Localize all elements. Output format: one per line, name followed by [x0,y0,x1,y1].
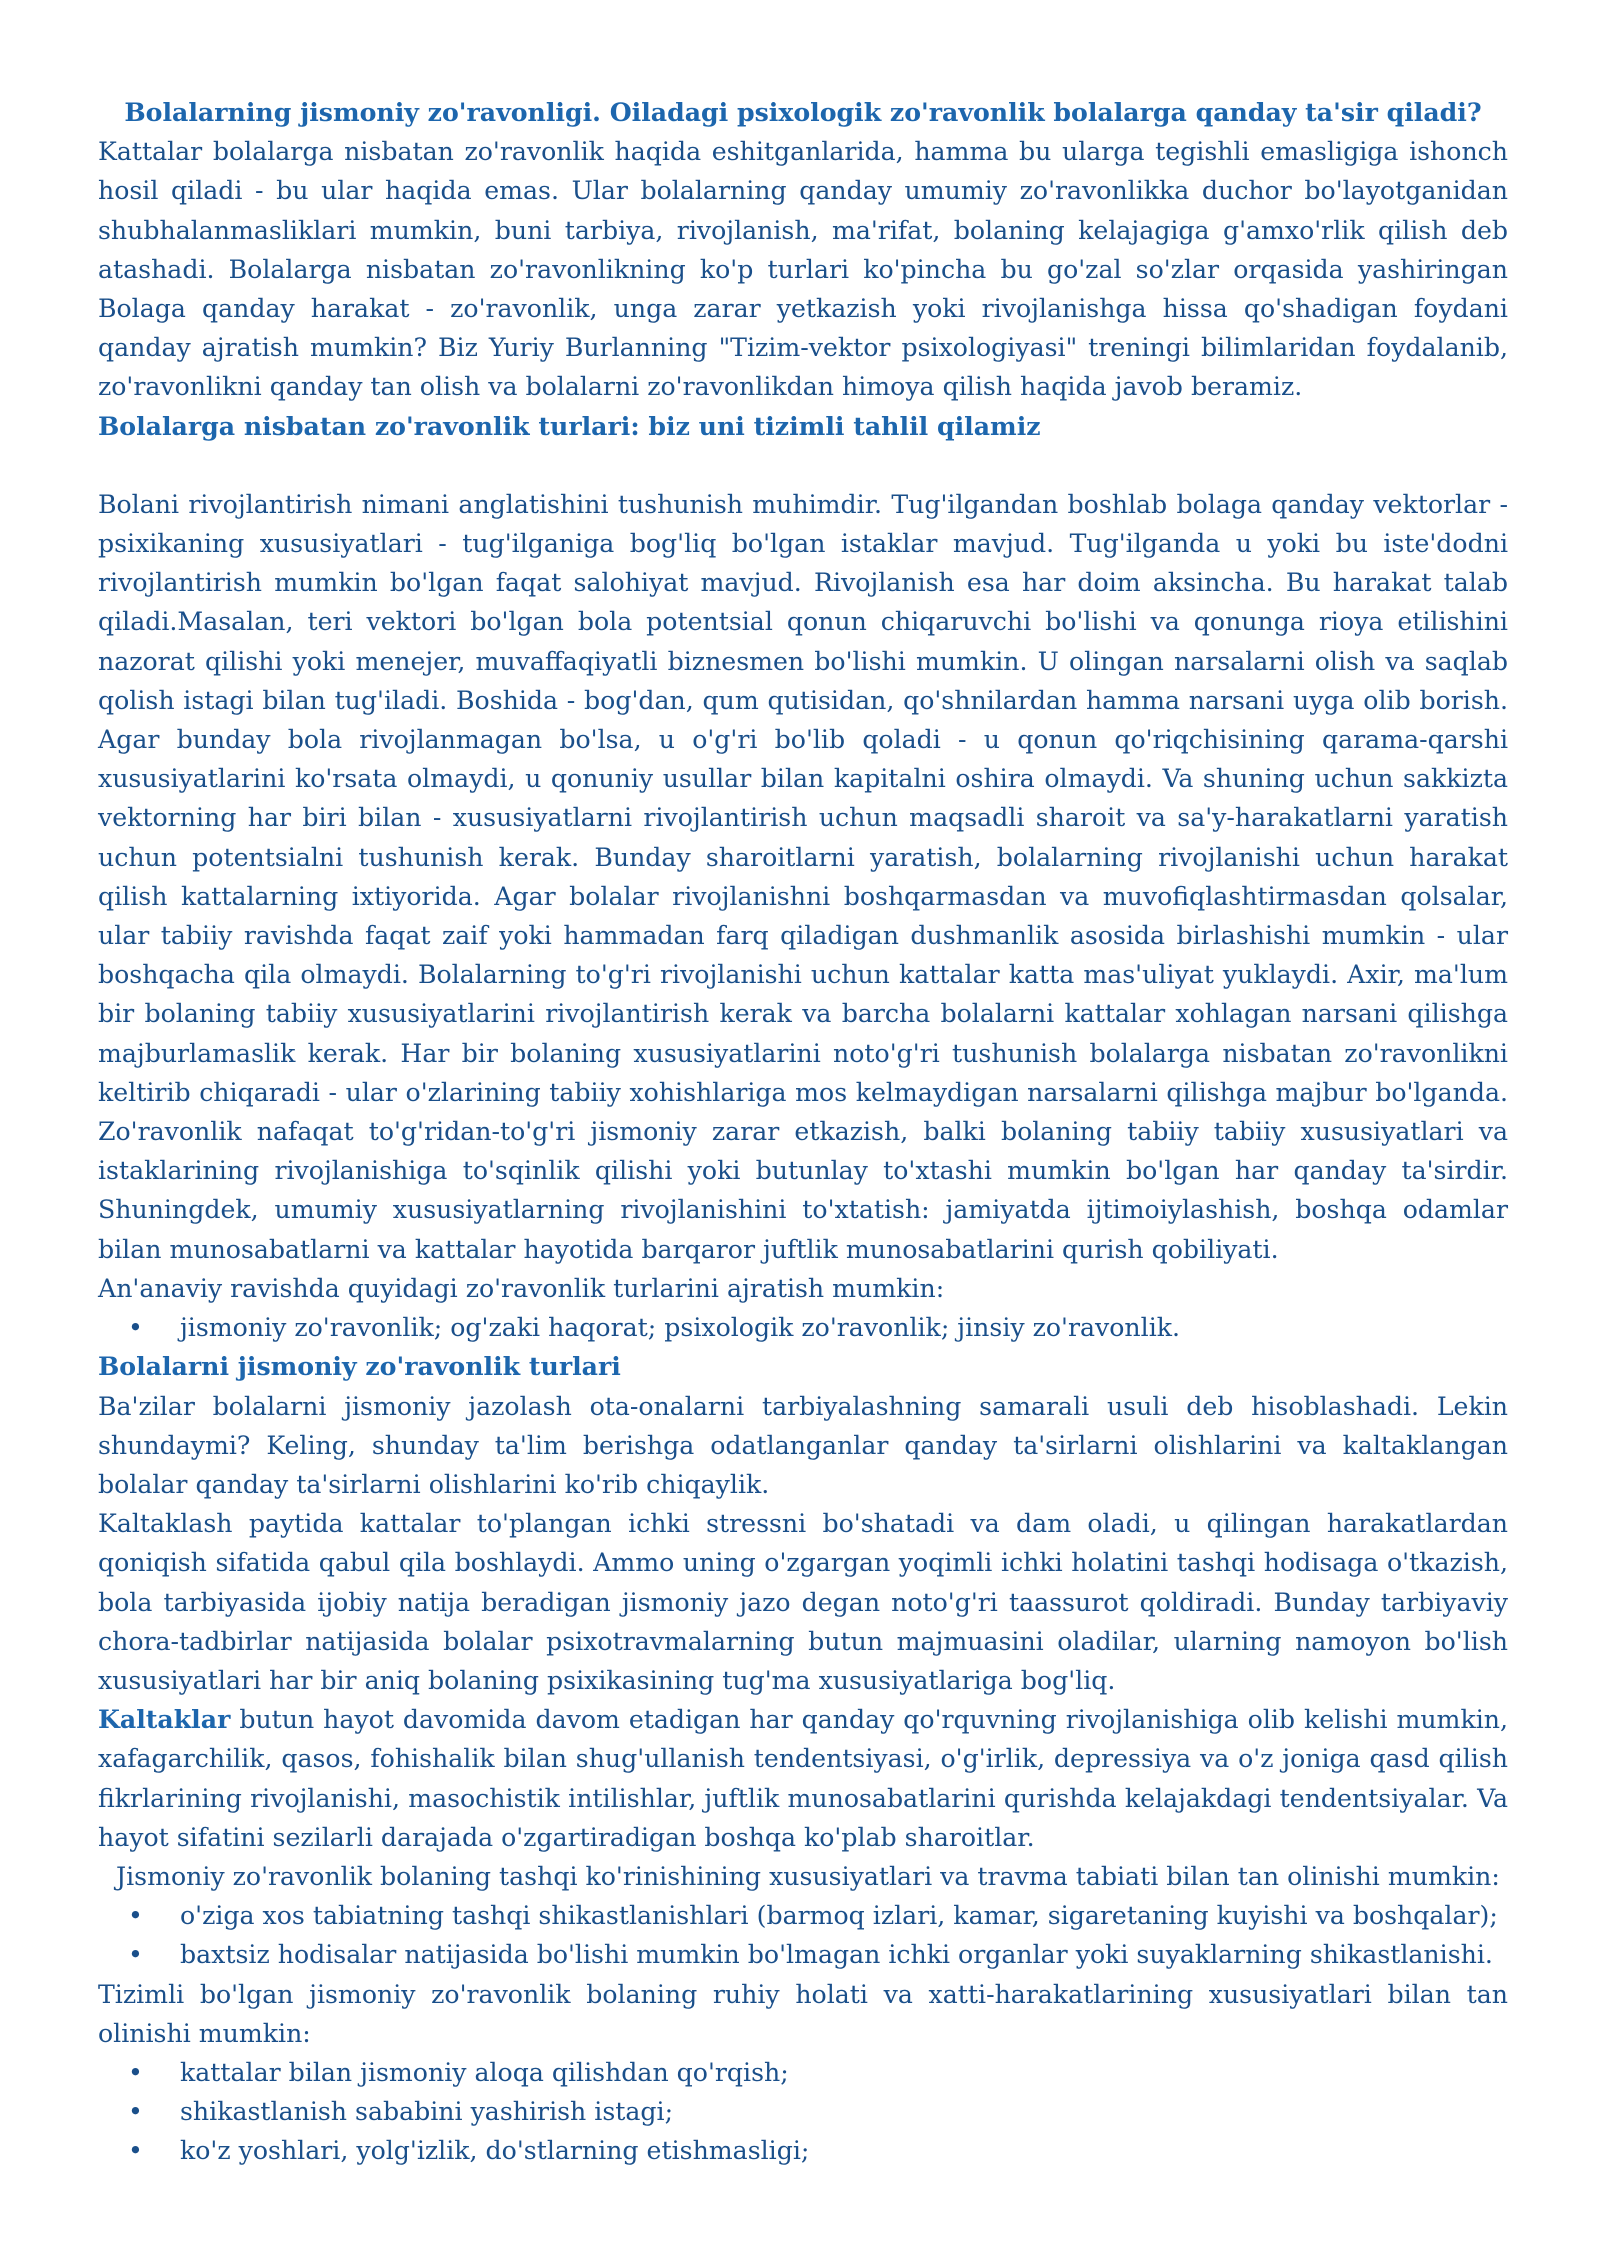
list-item [98,1308,1508,1347]
punishment-paragraph: Ba'zilar bolalarni jismoniy jazolash ota-onalarni tarbiyalashning samarali usuli deb hisoblashadi. Lekin shundaymi? Keling, shunday ta'lim berishga odatlanganlar qanday ta'sirlarni olishlarini va kaltaklangan bolalar qanday ta'sirlarni olishlarini ko'rib chiqaylik. [98,1391,1508,1499]
list-item-text: ko'z yoshlari, yolg'izlik, do'stlarning etishmasligi; [180,2136,810,2166]
appearance-signs-intro: Jismoniy zo'ravonlik bolaning tashqi ko'rinishining xususiyatlari va travma tabiati bilan tan olinishi mumkin: [116,1861,1500,1891]
list-item-text: kattalar bilan jismoniy aloqa qilishdan qo'rqish; [180,2057,789,2087]
intro-paragraph: Kattalar bolalarga nisbatan zo'ravonlik haqida eshitganlarida, hamma bu ularga tegishli emasligiga ishonch hosil qiladi - bu ular haqida emas. Ular bolalarning qanday umumiy zo'ravonlikka duchor bo'layotganidan shubhalanmasliklari mumkin, buni tarbiya, rivojlanish, ma'rifat, bolaning kelajagiga g'amxo'rlik qilish deb atashadi. Bolalarga nisbatan zo'ravonlikning ko'p turlari ko'pincha bu go'zal so'zlar orqasida yashiringan Bolaga qanday harakat - zo'ravonlik, unga zarar yetkazish yoki rivojlanishga hissa qo'shadigan foydani qanday ajratish mumkin? Biz Yuriy Burlanning "Tizim-vektor psixologiyasi" treningi bilimlaridan foydalanib, zo'ravonlikni qanday tan olish va bolalarni zo'ravonlikdan himoya qilish haqida javob beramiz. [98,137,1508,402]
list-item-text: shikastlanish sababini yashirish istagi; [180,2097,674,2127]
behavior-signs-intro: Tizimli bo'lgan jismoniy zo'ravonlik bolaning ruhiy holati va xatti-harakatlarining xususiyatlari bilan tan olinishi mumkin: [98,1979,1508,2048]
bullet-icon: • [128,2136,143,2166]
appearance-signs-list [98,1896,1508,1974]
list-item [98,2053,1508,2092]
development-paragraph: Bolani rivojlantirish nimani anglatishini tushunish muhimdir. Tug'ilgandan boshlab bolaga qanday vektorlar - psixikaning xususiyatlari - tug'ilganiga bog'liq bo'lgan istaklar mavjud. Tug'ilganda u yoki bu iste'dodni rivojlantirish mumkin bo'lgan faqat salohiyat mavjud. Rivojlanish esa har doim aksincha. Bu harakat talab qiladi.Masalan, teri vektori bo'lgan bola potentsial qonun chiqaruvchi bo'lishi va qonunga rioya etilishini nazorat qilishi yoki menejer, muvaffaqiyatli biznesmen bo'lishi mumkin. U olingan narsalarni olish va saqlab qolish istagi bilan tug'iladi. Boshida - bog'dan, qum qutisidan, qo'shnilardan hamma narsani uyga olib borish. Agar bunday bola rivojlanmagan bo'lsa, u o'g'ri bo'lib qoladi - u qonun qo'riqchisining qarama-qarshi xususiyatlarini ko'rsata olmaydi, u qonuniy usullar bilan kapitalni oshira olmaydi. Va shuning uchun sakkizta vektorning har biri bilan - xususiyatlarni rivojlantirish uchun maqsadli sharoit va sa'y-harakatlarni yaratish uchun potentsialni tushunish kerak. Bunday sharoitlarni yaratish, bolalarning rivojlanishi uchun harakat qilish kattalarning ixtiyorida. Agar bolalar rivojlanishni boshqarmasdan va muvofiqlashtirmasdan qolsalar, ular tabiiy ravishda faqat zaif yoki hammadan farq qiladigan dushmanlik asosida birlashishi mumkin - ular boshqacha qila olmaydi. Bolalarning to'g'ri rivojlanishi uchun kattalar katta mas'uliyat yuklaydi. Axir, ma'lum bir bolaning tabiiy xususiyatlarini rivojlantirish kerak va barcha bolalarni kattalar xohlagan narsani qilishga majburlamaslik kerak. Har bir bolaning xususiyatlarini noto'g'ri tushunish bolalarga nisbatan zo'ravonlikni keltirib chiqaradi - ular o'zlarining tabiiy xohishlariga mos kelmaydigan narsalarni qilishga majbur bo'lganda. Zo'ravonlik nafaqat to'g'ridan-to'g'ri jismoniy zarar etkazish, balki bolaning tabiiy tabiiy xususiyatlari va istaklarining rivojlanishiga to'sqinlik qilishi yoki butunlay to'xtashi mumkin bo'lgan har qanday ta'sirdir. Shuningdek, umumiy xususiyatlarning rivojlanishini to'xtatish: jamiyatda ijtimoiylashish, boshqa odamlar bilan munosabatlarni va kattalar hayotida barqaror juftlik munosabatlarini qurish qobiliyati. [98,489,1508,1264]
bullet-icon: • [128,2097,143,2127]
consequences-paragraph [98,1700,1508,1857]
bullet-icon: • [128,2057,143,2087]
section-heading-physical-violence: Bolalarni jismoniy zo'ravonlik turlari [98,1351,621,1382]
list-item [98,2092,1508,2131]
document-title: Bolalarning jismoniy zo'ravonligi. Oiladagi psixologik zo'ravonlik bolalarga qanday ta'sir qiladi? [124,97,1482,127]
emphasis-term: Kaltaklar [98,1704,231,1735]
list-item [98,2131,1508,2170]
beating-effects-paragraph: Kaltaklash paytida kattalar to'plangan ichki stressni bo'shatadi va dam oladi, u qilingan harakatlardan qoniqish sifatida qabul qila boshlaydi. Ammo uning o'zgargan yoqimli ichki holatini tashqi hodisaga o'tkazish, bola tarbiyasida ijobiy natija beradigan jismoniy jazo degan noto'g'ri taassurot qoldiradi. Bunday tarbiyaviy chora-tadbirlar natijasida bolalar psixotravmalarning butun majmuasini oladilar, ularning namoyon bo'lish xususiyatlari har bir aniq bolaning psixikasining tug'ma xususiyatlariga bog'liq. [98,1509,1508,1695]
list-item [98,1896,1508,1935]
list-item-text: jismoniy zo'ravonlik; og'zaki haqorat; psixologik zo'ravonlik; jinsiy zo'ravonlik. [180,1313,1181,1343]
document-page [98,93,1508,2171]
section-heading-violence-types: Bolalarga nisbatan zo'ravonlik turlari: biz uni tizimli tahlil qilamiz [98,410,1041,441]
list-item [98,1935,1508,1974]
bullet-icon: • [128,1901,143,1931]
violence-types-list [98,1308,1508,1347]
spacer [98,446,1508,485]
list-item-text: o'ziga xos tabiatning tashqi shikastlanishlari (barmoq izlari, kamar, sigaretaning kuyishi va boshqalar); [180,1901,1498,1931]
violence-types-intro: An'anaviy ravishda quyidagi zo'ravonlik turlarini ajratish mumkin: [98,1273,945,1303]
behavior-signs-list [98,2053,1508,2171]
consequences-text: butun hayot davomida davom etadigan har qanday qo'rquvning rivojlanishiga olib kelishi mumkin, xafagarchilik, qasos, fohishalik bilan shug'ullanish tendentsiyasi, o'g'irlik, depressiya va o'z joniga qasd qilish fikrlarining rivojlanishi, masochistik intilishlar, juftlik munosabatlarini qurishda kelajakdagi tendentsiyalar. Va hayot sifatini sezilarli darajada o'zgartiradigan boshqa ko'plab sharoitlar. [98,1705,1508,1852]
bullet-icon: • [128,1313,143,1343]
bullet-icon: • [128,1940,143,1970]
list-item-text: baxtsiz hodisalar natijasida bo'lishi mumkin bo'lmagan ichki organlar yoki suyaklarning shikastlanishi. [180,1940,1493,1970]
